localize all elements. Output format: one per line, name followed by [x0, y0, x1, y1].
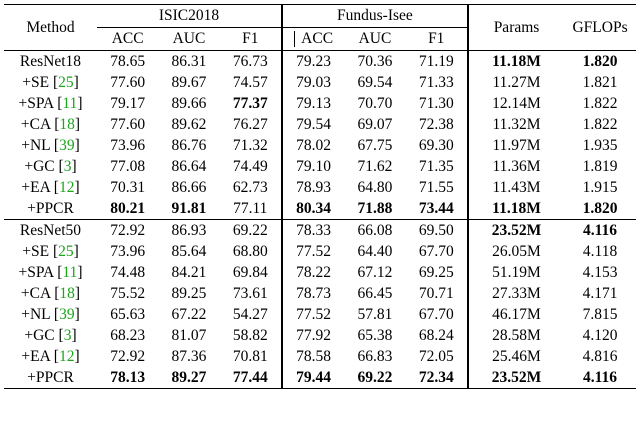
cell-fundus-auc: 70.70 [357, 94, 393, 112]
header-group-fundus: Fundus-Isee [282, 5, 468, 28]
cell-fundus-f1: 69.25 [406, 262, 468, 283]
cell-isic-auc: 86.64 [171, 157, 207, 175]
cell-isic-auc: 89.25 [171, 284, 207, 302]
cell-fundus-auc: 67.12 [357, 263, 393, 281]
cell-isic-f1: 71.32 [220, 135, 282, 156]
cell-fundus-auc: 64.40 [357, 242, 393, 260]
method-label: +SPA [18, 94, 54, 112]
cell-isic-f1: 68.80 [220, 241, 282, 262]
cell-fundus-f1: 71.19 [406, 51, 468, 73]
cell-params: 11.32M [492, 115, 541, 133]
cell-gflops: 4.120 [582, 326, 618, 344]
cell-gflops: 1.820 [582, 199, 618, 217]
cell-fundus-auc: 69.22 [344, 367, 405, 389]
table-row [4, 304, 636, 325]
cell-isic-f1: 62.73 [220, 177, 282, 198]
cell-gflops: 4.171 [582, 284, 618, 302]
method-cell: +CA [18] [20, 284, 81, 302]
table-row [4, 283, 636, 304]
cell-gflops: 4.116 [564, 220, 636, 242]
cell-fundus-acc: 79.54 [296, 115, 332, 133]
cell-isic-acc: 78.65 [97, 51, 158, 73]
cell-fundus-auc: 71.62 [357, 157, 393, 175]
cell-gflops: 4.116 [564, 367, 636, 389]
cell-fundus-auc: 66.45 [357, 284, 393, 302]
cell-isic-acc: 77.08 [110, 157, 146, 175]
method-cell: +NL [39] [21, 136, 80, 154]
method-cell: +EA [12] [21, 178, 80, 196]
cell-fundus-auc: 66.83 [357, 347, 393, 365]
cell-fundus-acc: 78.58 [296, 347, 332, 365]
cell-isic-f1: 70.81 [220, 346, 282, 367]
cell-isic-acc: 79.17 [110, 94, 146, 112]
cell-isic-f1: 77.11 [220, 198, 282, 220]
cell-isic-auc: 91.81 [171, 199, 207, 217]
table-row [4, 220, 636, 242]
header-gflops: GFLOPs [564, 5, 636, 51]
citation-link[interactable]: 12 [58, 347, 75, 365]
cell-isic-f1: 74.49 [220, 156, 282, 177]
method-cell: +CA [18] [20, 115, 81, 133]
citation-link[interactable]: 18 [59, 284, 75, 302]
method-cell: +SPA [11] [18, 94, 83, 112]
cell-isic-acc: 77.60 [110, 73, 146, 91]
cell-gflops: 1.819 [582, 157, 618, 175]
cell-isic-acc: 73.96 [110, 136, 146, 154]
header-row-1 [4, 5, 636, 28]
header-fundus-f1: F1 [406, 28, 468, 51]
method-cell: +EA [12] [21, 347, 80, 365]
cell-fundus-acc: 77.52 [296, 305, 332, 323]
cell-params: 27.33M [492, 284, 541, 302]
method-label: ResNet18 [19, 52, 82, 70]
cell-isic-f1: 76.27 [220, 114, 282, 135]
method-label: +GC [24, 326, 55, 344]
cell-gflops: 1.822 [582, 115, 618, 133]
method-cell [4, 198, 97, 220]
cell-fundus-f1: 71.33 [406, 72, 468, 93]
cell-isic-auc: 86.93 [158, 220, 219, 242]
cell-fundus-f1: 71.55 [406, 177, 468, 198]
results-table [4, 4, 636, 389]
cell-fundus-f1: 67.70 [406, 241, 468, 262]
header-isic-auc: AUC [158, 28, 219, 51]
citation-link[interactable]: 39 [59, 305, 75, 323]
cell-isic-auc: 89.67 [171, 73, 207, 91]
table-row [4, 177, 636, 198]
cell-isic-f1: 73.61 [220, 283, 282, 304]
method-cell [4, 220, 97, 242]
method-cell: +SE [25] [22, 73, 79, 91]
cell-gflops: 7.815 [582, 305, 618, 323]
cell-isic-acc: 73.96 [110, 242, 146, 260]
cell-params: 26.05M [492, 242, 541, 260]
header-isic-acc: ACC [97, 28, 158, 51]
table-row [4, 156, 636, 177]
method-label: +EA [21, 347, 50, 365]
cell-isic-acc: 72.92 [97, 220, 158, 242]
cell-isic-acc: 70.31 [110, 178, 146, 196]
cell-fundus-acc: 77.52 [296, 242, 332, 260]
cell-fundus-f1: 69.30 [406, 135, 468, 156]
cell-gflops: 1.915 [582, 178, 618, 196]
cell-fundus-f1: 72.05 [406, 346, 468, 367]
cell-params: 12.14M [492, 94, 541, 112]
method-cell: +SPA [11] [18, 263, 83, 281]
cell-fundus-auc: 67.75 [357, 136, 393, 154]
cell-isic-f1: 69.84 [220, 262, 282, 283]
cell-isic-auc: 86.31 [158, 51, 219, 73]
cell-isic-acc: 75.52 [110, 284, 146, 302]
cell-fundus-auc: 65.38 [357, 326, 393, 344]
table-row [4, 51, 636, 73]
cell-fundus-f1: 70.71 [406, 283, 468, 304]
cell-isic-auc: 86.66 [171, 178, 207, 196]
cell-fundus-auc: 71.88 [357, 199, 393, 217]
method-cell: +SE [25] [22, 242, 79, 260]
cell-fundus-acc: 78.73 [296, 284, 332, 302]
cell-fundus-acc: 79.13 [296, 94, 332, 112]
method-label: +SPA [18, 263, 54, 281]
header-params: Params [468, 5, 564, 51]
citation-link[interactable]: 25 [58, 242, 74, 260]
cell-isic-acc: 68.23 [110, 326, 146, 344]
cell-isic-acc: 74.48 [110, 263, 146, 281]
cell-params: 46.17M [492, 305, 541, 323]
method-label: ResNet50 [19, 221, 82, 239]
header-fundus-auc: AUC [344, 28, 405, 51]
cell-isic-auc: 84.21 [171, 263, 207, 281]
cell-params: 11.97M [492, 136, 541, 154]
cell-isic-f1: 69.22 [220, 220, 282, 242]
cell-gflops: 4.816 [582, 347, 618, 365]
cell-isic-acc: 77.60 [110, 115, 146, 133]
cell-fundus-auc: 70.36 [344, 51, 405, 73]
cell-fundus-acc: 78.22 [296, 263, 332, 281]
cell-gflops: 4.118 [582, 242, 618, 260]
cell-isic-auc: 85.64 [171, 242, 207, 260]
cell-params: 28.58M [492, 326, 541, 344]
cell-isic-acc: 65.63 [110, 305, 146, 323]
method-cell: +NL [39] [21, 305, 80, 323]
cell-fundus-f1: 71.30 [406, 93, 468, 114]
cell-params: 25.46M [492, 347, 541, 365]
cell-fundus-f1: 72.34 [406, 367, 468, 389]
method-label: +NL [21, 136, 51, 154]
cell-isic-acc: 72.92 [110, 347, 146, 365]
header-isic-f1: F1 [220, 28, 282, 51]
method-label: +SE [22, 242, 50, 260]
cell-fundus-f1: 68.24 [406, 325, 468, 346]
citation-link[interactable]: 3 [63, 326, 72, 344]
cell-fundus-auc: 69.07 [357, 115, 393, 133]
header-method: Method [4, 5, 97, 51]
cell-fundus-auc: 66.08 [344, 220, 405, 242]
cell-params: 11.18M [492, 199, 541, 217]
cell-fundus-auc: 69.54 [357, 73, 393, 91]
method-label: +PPCR [27, 199, 74, 217]
citation-link[interactable]: 25 [58, 73, 74, 91]
table-row [4, 93, 636, 114]
cell-fundus-f1: 71.35 [406, 156, 468, 177]
cell-fundus-acc: 79.03 [296, 73, 332, 91]
cell-isic-auc: 81.07 [171, 326, 207, 344]
cell-fundus-f1: 73.44 [406, 198, 468, 220]
cell-gflops: 4.153 [582, 263, 618, 281]
table-row [4, 241, 636, 262]
table-row [4, 262, 636, 283]
cell-fundus-auc: 57.81 [357, 305, 393, 323]
table-row [4, 367, 636, 389]
cell-isic-auc: 89.62 [171, 115, 207, 133]
cell-fundus-acc: 79.10 [296, 157, 332, 175]
table-row [4, 198, 636, 220]
cell-isic-auc: 67.22 [171, 305, 207, 323]
cell-fundus-acc: 78.02 [296, 136, 332, 154]
cell-isic-auc: 86.76 [171, 136, 207, 154]
cell-isic-f1: 76.73 [220, 51, 282, 73]
cell-params: 11.43M [492, 178, 541, 196]
cell-isic-f1: 77.44 [220, 367, 282, 389]
method-label: +PPCR [27, 368, 74, 386]
cell-gflops: 1.935 [582, 136, 618, 154]
citation-link[interactable]: 11 [62, 94, 78, 112]
cell-isic-acc: 80.21 [110, 199, 146, 217]
cell-isic-f1: 54.27 [220, 304, 282, 325]
method-label: +CA [20, 115, 51, 133]
cell-gflops: 1.821 [582, 73, 618, 91]
cell-isic-auc: 89.27 [158, 367, 219, 389]
cell-isic-f1: 74.57 [220, 72, 282, 93]
cell-gflops: 1.820 [564, 51, 636, 73]
table-row [4, 325, 636, 346]
cell-params: 11.18M [468, 51, 564, 73]
method-label: +EA [21, 178, 50, 196]
cell-params: 23.52M [468, 367, 564, 389]
cell-params: 11.36M [492, 157, 541, 175]
cell-fundus-f1: 67.70 [406, 304, 468, 325]
cell-fundus-acc: 77.92 [296, 326, 332, 344]
cell-isic-f1: 77.37 [220, 93, 282, 114]
cell-fundus-acc: 79.44 [282, 367, 344, 389]
method-cell: +GC [3] [24, 326, 77, 344]
citation-link[interactable]: 39 [59, 136, 75, 154]
table-row [4, 72, 636, 93]
method-label: +CA [20, 284, 51, 302]
cell-fundus-f1: 72.38 [406, 114, 468, 135]
header-fundus-acc: ACC [282, 28, 344, 51]
cell-fundus-acc: 78.93 [296, 178, 332, 196]
citation-link[interactable]: 12 [58, 178, 75, 196]
cell-params: 23.52M [468, 220, 564, 242]
table-row [4, 346, 636, 367]
method-label: +SE [22, 73, 50, 91]
cell-isic-acc: 78.13 [97, 367, 158, 389]
cell-isic-f1: 58.82 [220, 325, 282, 346]
method-cell [4, 51, 97, 73]
cell-fundus-acc: 79.23 [282, 51, 344, 73]
table-row [4, 114, 636, 135]
cell-fundus-f1: 69.50 [406, 220, 468, 242]
citation-link[interactable]: 18 [59, 115, 75, 133]
method-label: +NL [21, 305, 51, 323]
cell-fundus-acc: 78.33 [282, 220, 344, 242]
cell-isic-auc: 87.36 [171, 347, 207, 365]
citation-link[interactable]: 3 [63, 157, 72, 175]
header-group-isic: ISIC2018 [97, 5, 282, 28]
method-cell: +GC [3] [24, 157, 77, 175]
table-row [4, 135, 636, 156]
cell-fundus-auc: 64.80 [357, 178, 393, 196]
cell-gflops: 1.822 [582, 94, 618, 112]
cell-isic-auc: 89.66 [171, 94, 207, 112]
cell-fundus-acc: 80.34 [296, 199, 332, 217]
citation-link[interactable]: 11 [62, 263, 78, 281]
method-label: +GC [24, 157, 55, 175]
cell-params: 11.27M [492, 73, 541, 91]
method-cell [4, 367, 97, 389]
cell-params: 51.19M [492, 263, 541, 281]
